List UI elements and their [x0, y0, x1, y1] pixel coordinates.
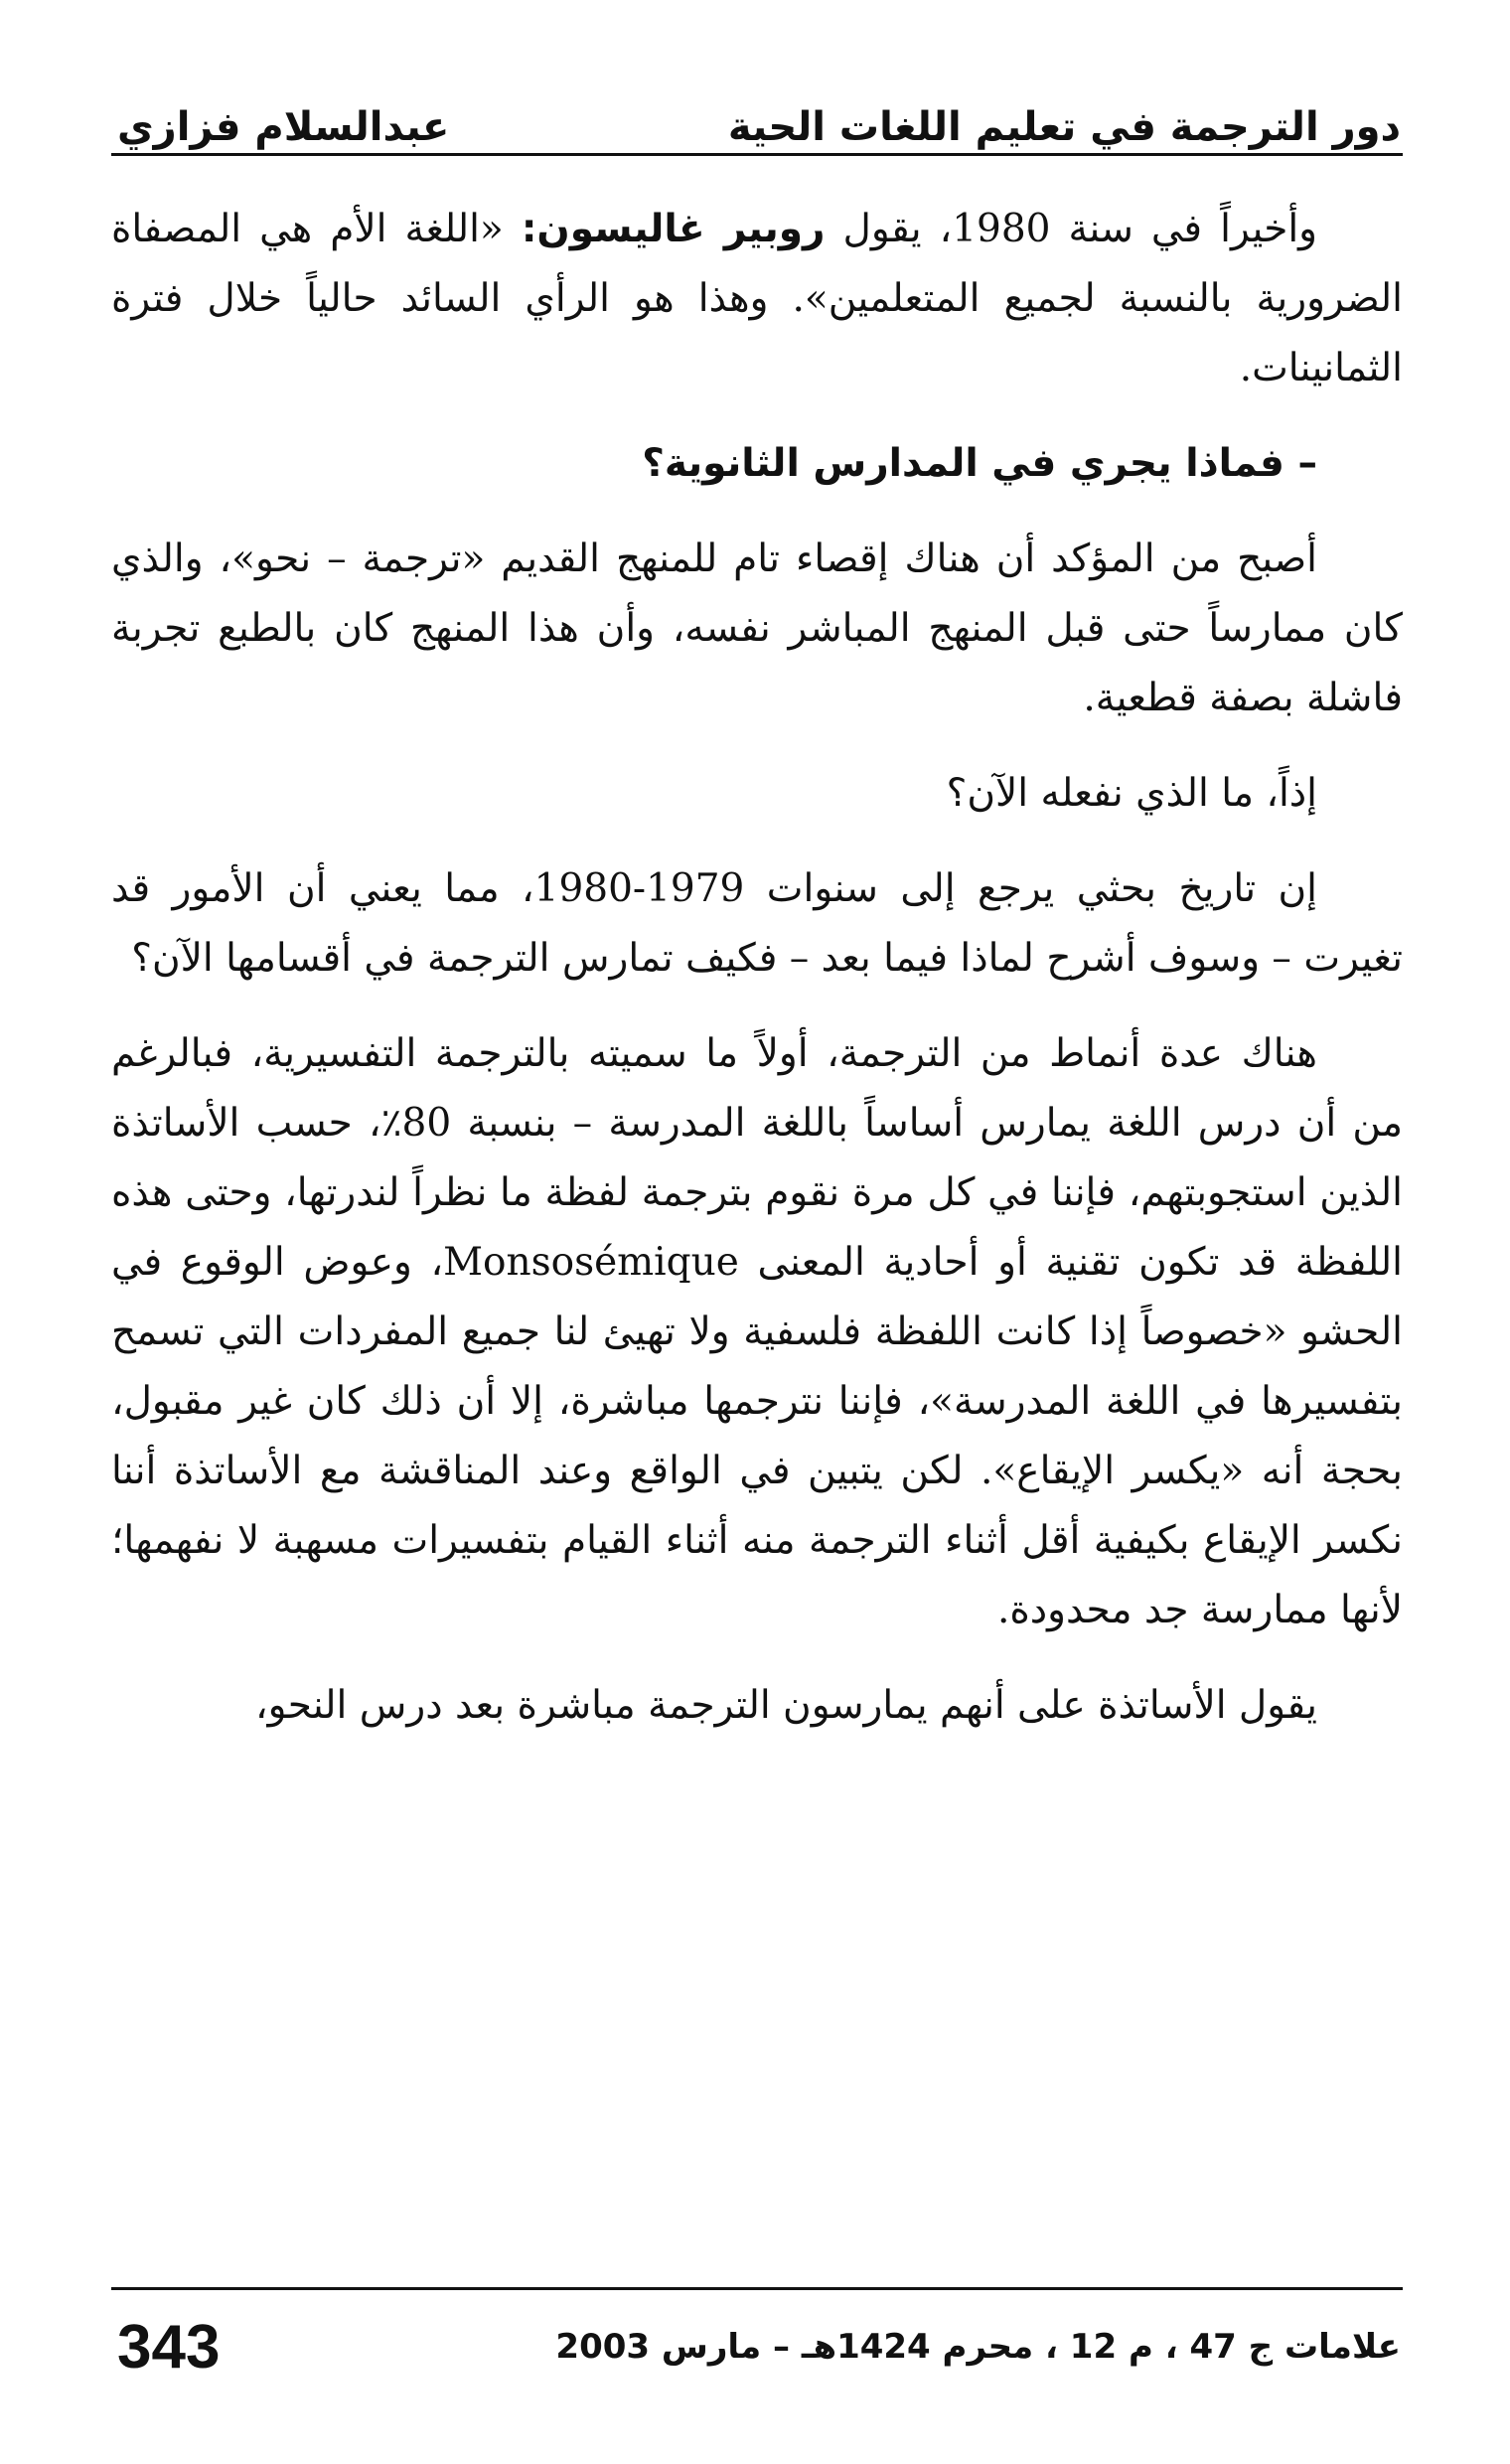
quoted-author-name: روبير غاليسون:	[521, 207, 826, 251]
body-text	[111, 195, 1403, 2232]
paragraph-1-start: وأخيراً في سنة 1980، يقول	[825, 207, 1318, 251]
paragraph-3: إذاً، ما الذي نفعله الآن؟	[946, 771, 1317, 816]
paragraph-1-rest: «اللغة الأم هي المصفاة الضرورية بالنسبة لجميع المتعلمين». وهذا هو الرأي السائد حالياً خلال فترة الثمانينات.	[111, 207, 1403, 390]
footer-divider	[111, 2287, 1403, 2290]
journal-citation: علامات ج 47 ، م 12 ، محرم 1424هـ – مارس 2003	[555, 2327, 1401, 2367]
page-number: 343	[117, 2312, 221, 2382]
running-footer	[117, 2297, 1401, 2396]
paragraph-6: يقول الأساتذة على أنهم يمارسون الترجمة مباشرة بعد درس النحو،	[254, 1683, 1317, 1728]
header-author-name: عبدالسلام فزازي	[117, 104, 450, 150]
paragraph-4: إن تاريخ بحثي يرجع إلى سنوات 1979-1980، مما يعني أن الأمور قد تغيرت – وسوف أشرح لماذا فيما بعد – فكيف تمارس الترجمة في أقسامها الآن؟	[111, 866, 1403, 981]
header-article-title: دور الترجمة في تعليم اللغات الحية	[727, 104, 1401, 150]
section-subheading: – فماذا يجري في المدارس الثانوية؟	[642, 441, 1317, 486]
paragraph-2: أصبح من المؤكد أن هناك إقصاء تام للمنهج القديم «ترجمة – نحو»، والذي كان ممارساً حتى قبل المنهج المباشر نفسه، وأن هذا المنهج كان بالطبع تجربة فاشلة بصفة قطعية.	[111, 537, 1403, 720]
paragraph-1	[111, 195, 1403, 403]
paragraph-5: هناك عدة أنماط من الترجمة، أولاً ما سميته بالترجمة التفسيرية، فبالرغم من أن درس اللغة يمارس أساساً باللغة المدرسة – بنسبة 80٪، حسب الأساتذة الذين استجوبتهم، فإننا في كل مرة نقوم بترجمة لفظة ما نظراً لندرتها، وحتى هذه اللفظة قد تكون تقنية أو أحادية المعنى Monsosémique، وعوض الوقوع في الحشو «خصوصاً إذا كانت اللفظة فلسفية ولا تهيئ لنا جميع المفردات التي تسمح بتفسيرها في اللغة المدرسة»، فإننا نترجمها مباشرة، إلا أن ذلك كان غير مقبول، بحجة أنه «يكسر الإيقاع». لكن يتبين في الواقع وعند المناقشة مع الأساتذة أننا نكسر الإيقاع بكيفية أقل أثناء الترجمة منه أثناء القيام بتفسيرات مسهبة لا نفهمها؛ لأنها ممارسة جد محدودة.	[111, 1031, 1403, 1632]
running-header	[117, 72, 1401, 151]
header-divider	[111, 153, 1403, 156]
